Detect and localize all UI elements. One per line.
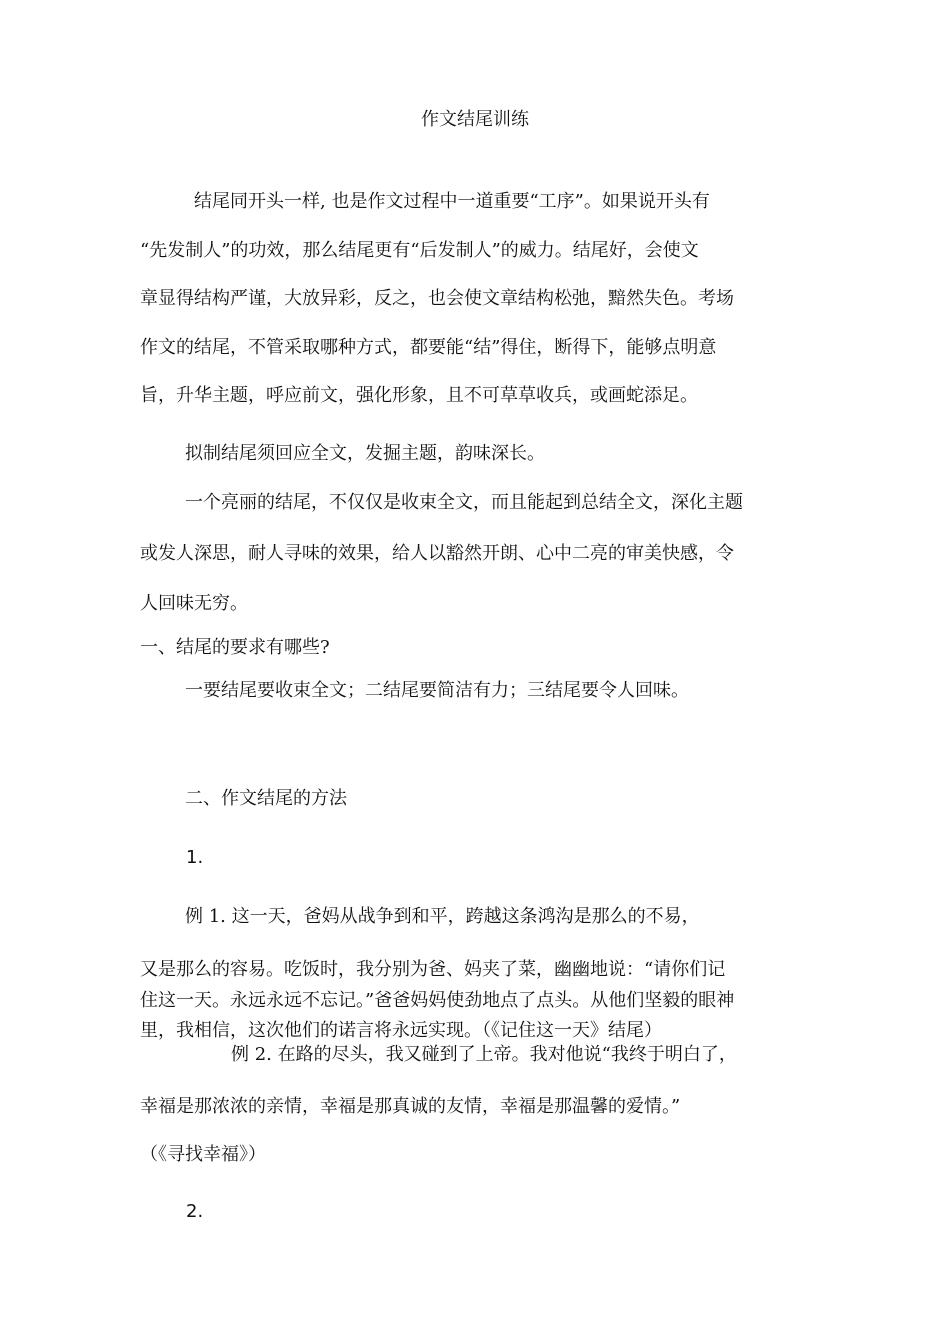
- example1-line-3: 住这一天。永远永远不忘记。”爸爸妈妈使劲地点了点头。从他们坚毅的眼神: [140, 990, 735, 1011]
- document-title: 作文结尾训练: [421, 109, 529, 130]
- section2-heading: 二、作文结尾的方法: [185, 788, 347, 809]
- intro-line-5: 旨，升华主题，呼应前文，强化形象，且不可草草收兵，或画蛇添足。: [140, 385, 698, 406]
- item1-label: 1.: [186, 847, 204, 868]
- intro-line-4: 作文的结尾，不管采取哪种方式，都要能“结”得住，断得下，能够点明意: [140, 337, 717, 358]
- example1-line-4: 里，我相信，这次他们的诺言将永远实现。（《记住这一天》结尾）: [140, 1020, 662, 1041]
- example1-line-2: 又是那么的容易。吃饭时，我分别为爸、妈夹了菜，幽幽地说：“请你们记: [140, 959, 726, 980]
- example2-line-3: （《寻找幸福》）: [140, 1144, 266, 1165]
- intro-line-3: 章显得结构严谨，大放异彩，反之，也会使文章结构松弛，黯然失色。考场: [140, 288, 734, 309]
- example2-line-1: 例 2. 在路的尽头，我又碰到了上帝。我对他说“我终于明白了，: [231, 1044, 737, 1065]
- example1-line-1: 例 1. 这一天，爸妈从战争到和平，跨越这条鸿沟是那么的不易，: [185, 906, 700, 927]
- section1-body: 一要结尾要收束全文；二结尾要简洁有力；三结尾要令人回味。: [185, 680, 689, 701]
- section1-heading: 一、结尾的要求有哪些?: [140, 637, 330, 658]
- intro-line-2: “先发制人”的功效，那么结尾更有“后发制人”的威力。结尾好，会使文: [140, 240, 699, 261]
- example2-line-2: 幸福是那浓浓的亲情，幸福是那真诚的友情，幸福是那温馨的爱情。”: [140, 1096, 681, 1117]
- intro-line-1: 结尾同开头一样, 也是作文过程中一道重要“工序”。如果说开头有: [194, 191, 710, 212]
- principle-line: 拟制结尾须回应全文，发掘主题，韵味深长。: [185, 443, 545, 464]
- effect-line-2: 或发人深思，耐人寻味的效果，给人以豁然开朗、心中二亮的审美快感，令: [140, 543, 734, 564]
- effect-line-3: 人回味无穷。: [140, 593, 248, 614]
- item2-label: 2.: [186, 1201, 204, 1222]
- effect-line-1: 一个亮丽的结尾，不仅仅是收束全文，而且能起到总结全文，深化主题: [185, 492, 743, 513]
